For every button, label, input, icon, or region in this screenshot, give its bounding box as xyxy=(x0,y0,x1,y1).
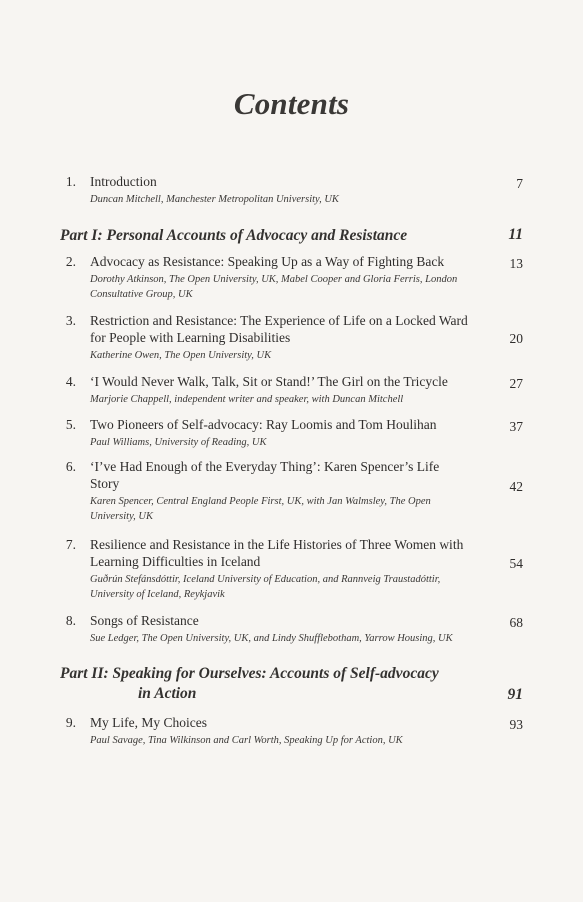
entry-page: 20 xyxy=(509,331,523,346)
entry-title: Advocacy as Resistance: Speaking Up as a Way of Fighting Back xyxy=(90,254,445,269)
entry-number: 6. xyxy=(65,459,76,474)
part-page: 91 xyxy=(507,686,523,703)
part-heading xyxy=(60,664,480,704)
part-heading: Part I: Personal Accounts of Advocacy and Resistance xyxy=(60,227,408,244)
entry-authors: Paul Williams, University of Reading, UK xyxy=(90,437,267,448)
entry-number: 8. xyxy=(65,613,76,628)
entry-page: 54 xyxy=(509,556,523,571)
entry-number: 7. xyxy=(65,537,76,552)
entry-number: 4. xyxy=(65,374,76,389)
entry-authors: Dorothy Atkinson, The Open University, UK, Mabel Cooper and Gloria Ferris, London Consultative Group, UK xyxy=(90,274,458,300)
entry-page: 7 xyxy=(516,176,523,191)
entry-authors: Paul Savage, Tina Wilkinson and Carl Worth, Speaking Up for Action, UK xyxy=(90,735,403,746)
entry-number: 3. xyxy=(65,313,76,328)
entry-page: 68 xyxy=(509,615,523,630)
entry-title: ‘I’ve Had Enough of the Everyday Thing’: Karen Spencer’s Life Story xyxy=(90,459,440,491)
entry-number: 1. xyxy=(65,174,76,189)
part-page: 11 xyxy=(508,226,523,243)
entry-title: Two Pioneers of Self-advocacy: Ray Loomis and Tom Houlihan xyxy=(90,417,437,432)
entry-page: 27 xyxy=(509,376,523,391)
entry-authors: Katherine Owen, The Open University, UK xyxy=(90,350,272,361)
entry-number: 9. xyxy=(65,715,76,730)
entry-authors: Karen Spencer, Central England People First, UK, with Jan Walmsley, The Open University, UK xyxy=(90,496,431,522)
entry-title: My Life, My Choices xyxy=(90,715,207,730)
entry-page: 37 xyxy=(509,419,523,434)
entry-number: 5. xyxy=(65,417,76,432)
entry-authors: Duncan Mitchell, Manchester Metropolitan University, UK xyxy=(90,194,339,205)
part-heading-text: Part II: Speaking for Ourselves: Accounts of Self-advocacy in Action xyxy=(60,665,439,702)
entry-title: Introduction xyxy=(90,174,157,189)
entry-title: Songs of Resistance xyxy=(90,613,199,628)
entry-authors: Guðrún Stefánsdóttir, Iceland University of Education, and Rannveig Traustadóttir, University of Iceland, Reykjavik xyxy=(90,574,441,600)
entry-authors: Marjorie Chappell, independent writer and speaker, with Duncan Mitchell xyxy=(90,394,404,405)
entry-title: ‘I Would Never Walk, Talk, Sit or Stand!’ The Girl on the Tricycle xyxy=(90,374,448,389)
page-title: Contents xyxy=(233,86,350,121)
entry-number: 2. xyxy=(65,254,76,269)
entry-authors: Sue Ledger, The Open University, UK, and Lindy Shufflebotham, Yarrow Housing, UK xyxy=(90,633,453,644)
entry-page: 42 xyxy=(509,479,523,494)
entry-title: Restriction and Resistance: The Experience of Life on a Locked Ward for People with Learning Disabilities xyxy=(90,313,468,345)
entry-page: 13 xyxy=(509,256,523,271)
entry-title: Resilience and Resistance in the Life Histories of Three Women with Learning Difficulties in Iceland xyxy=(90,537,464,569)
entry-page: 93 xyxy=(509,717,523,732)
